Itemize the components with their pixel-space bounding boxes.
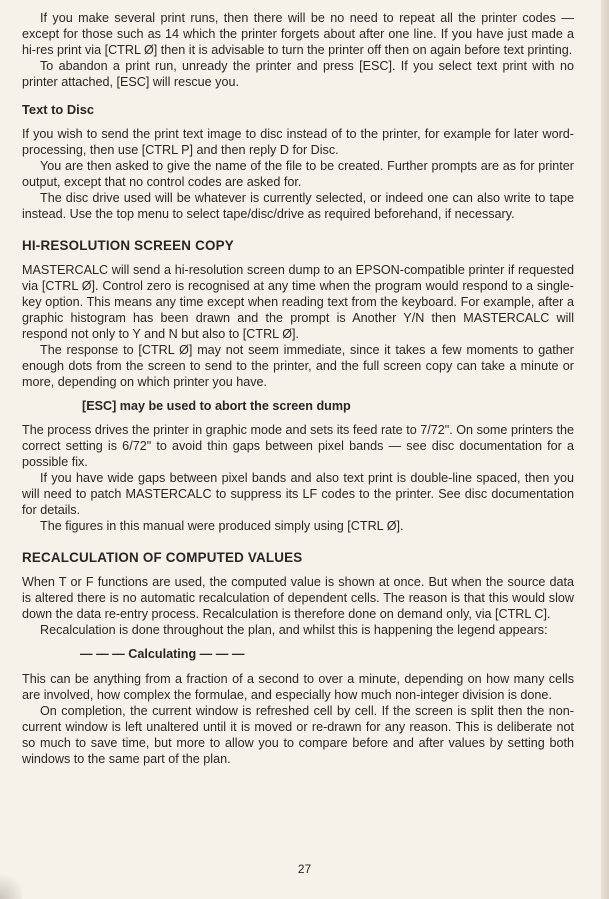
text-to-disc-paragraph-3: The disc drive used will be whatever is currently selected, or indeed one can also write to tape instead. Use the top menu to select tape/disc/drive as required beforehand, if necessary. bbox=[22, 191, 574, 221]
heading-recalculation: RECALCULATION OF COMPUTED VALUES bbox=[22, 550, 303, 565]
hires-paragraph-3: The process drives the printer in graphic mode and sets its feed rate to 7/72". On some printers the correct setting is 6/72" to avoid thin gaps between pixel bands — see disc documentation for a possible fix. bbox=[22, 423, 574, 469]
manual-page-body bbox=[22, 10, 574, 767]
page-number: 27 bbox=[297, 862, 312, 876]
heading-text-to-disc: Text to Disc bbox=[22, 102, 95, 117]
text-to-disc-paragraph-2: You are then asked to give the name of the file to be created. Further prompts are as for printer output, except that no control codes are asked for. bbox=[22, 159, 574, 189]
text-to-disc-paragraph-1: If you wish to send the print text image to disc instead of to the printer, for example for later word-processing, then use [CTRL P] and then reply D for Disc. bbox=[22, 127, 574, 157]
hires-paragraph-4: If you have wide gaps between pixel bands and also text print is double-line spaced, then you will need to patch MASTERCALC to suppress its LF codes to the printer. See disc documentation for details. bbox=[22, 471, 574, 517]
hires-paragraph-2: The response to [CTRL Ø] may not seem immediate, since it takes a few moments to gather enough dots from the screen to send to the printer, and the full screen copy can take a minute or more, depending on which printer you have. bbox=[22, 343, 574, 389]
hires-paragraph-1: MASTERCALC will send a hi-resolution screen dump to an EPSON-compatible printer if requested via [CTRL Ø]. Control zero is recognised at any time when the program would respond to a single-key option. This means any time except when reading text from the keyboard. For example, after a graphic histogram has been drawn and the prompt is Another Y/N then MASTERCALC will respond not only to Y and N but also to [CTRL Ø]. bbox=[22, 263, 574, 341]
recalc-paragraph-4: On completion, the current window is refreshed cell by cell. If the screen is split then the non-current window is left unaltered until it is moved or re-drawn for any reason. This is deliberate not so much to save time, but more to allow you to compare before and after values by setting both windows to the same part of the plan. bbox=[22, 704, 574, 766]
hires-esc-callout: [ESC] may be used to abort the screen dump bbox=[82, 399, 351, 413]
hires-paragraph-5: The figures in this manual were produced simply using [CTRL Ø]. bbox=[40, 519, 404, 533]
intro-paragraph-2: To abandon a print run, unready the printer and press [ESC]. If you select text print with no printer attached, [ESC] will rescue you. bbox=[22, 59, 574, 89]
heading-hi-resolution-screen-copy: HI-RESOLUTION SCREEN COPY bbox=[22, 238, 234, 253]
page-edge-shadow bbox=[601, 0, 609, 899]
recalc-paragraph-3: This can be anything from a fraction of a second to over a minute, depending on how many cells are involved, how complex the formulae, and especially how much non-integer division is done. bbox=[22, 672, 574, 702]
calculating-legend: — — — Calculating — — — bbox=[80, 647, 245, 661]
recalc-paragraph-1: When T or F functions are used, the computed value is shown at once. But when the source data is altered there is no automatic recalculation of dependent cells. The reason is that this would slow down the data re-entry process. Recalculation is therefore done on demand only, via [CTRL C]. bbox=[22, 575, 574, 621]
recalc-paragraph-2: Recalculation is done throughout the plan, and whilst this is happening the legend appears: bbox=[40, 623, 548, 637]
intro-paragraph-1: If you make several print runs, then there will be no need to repeat all the printer codes — except for those such as 14 which the printer forgets about after one line. If you have just made a hi-res print via [CTRL Ø] then it is advisable to turn the printer off then on again before text printing. bbox=[22, 11, 574, 57]
